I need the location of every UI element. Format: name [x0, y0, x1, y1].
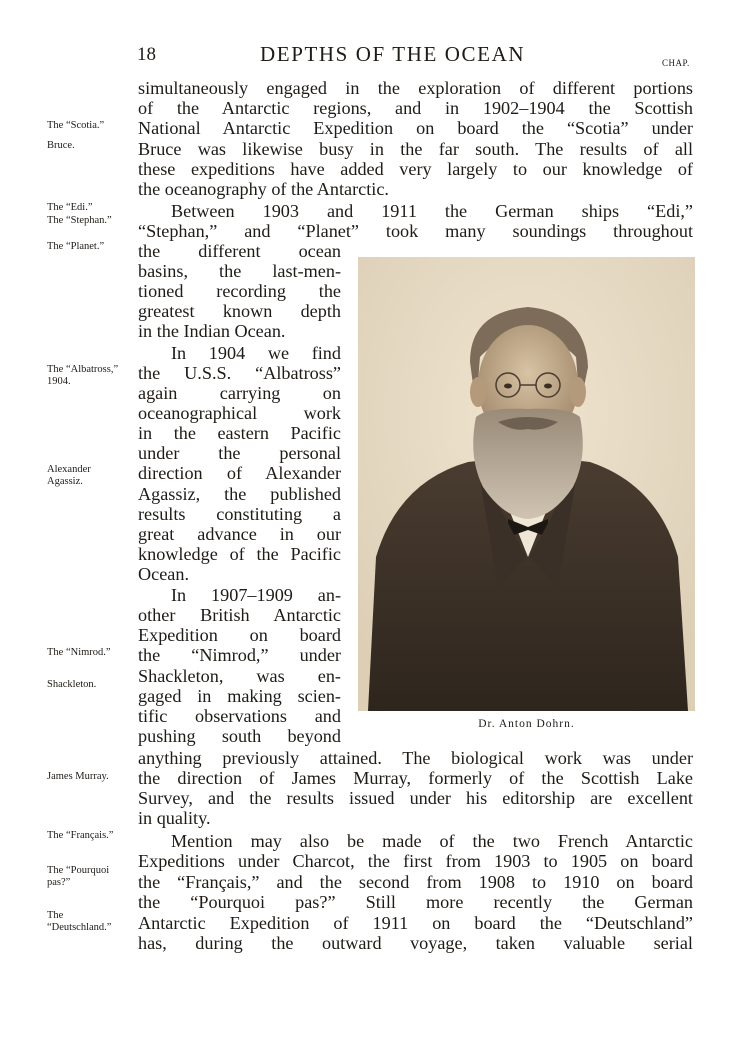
body-line: in quality. — [138, 808, 211, 828]
margin-note: The “Nimrod.” — [47, 647, 111, 658]
page-number: 18 — [137, 44, 156, 65]
body-line: basins, the last-men- — [138, 261, 341, 281]
margin-note: James Murray. — [47, 771, 109, 782]
body-line: the “Français,” and the second from 1908 to 1910 on board — [138, 872, 693, 892]
body-line: Agassiz, the published — [138, 484, 341, 504]
body-line: Expedition on board — [138, 625, 341, 645]
margin-note: The “Stephan.” — [47, 215, 112, 226]
body-line: the direction of James Murray, formerly of the Scottish Lake — [138, 768, 693, 788]
body-line: gaged in making scien- — [138, 686, 341, 706]
body-line: Expeditions under Charcot, the first from 1903 to 1905 on board — [138, 851, 693, 871]
body-line: In 1904 we find — [171, 343, 341, 363]
body-line: Antarctic Expedition of 1911 on board the “Deutschland” — [138, 913, 693, 933]
body-line: Mention may also be made of the two French Antarctic — [171, 831, 693, 851]
body-line: oceanographical work — [138, 403, 341, 423]
body-line: Shackleton, was en- — [138, 666, 341, 686]
body-line: the U.S.S. “Albatross” — [138, 363, 341, 383]
running-title: DEPTHS OF THE OCEAN — [260, 42, 526, 66]
body-line: in the Indian Ocean. — [138, 321, 286, 341]
margin-note: Bruce. — [47, 140, 75, 151]
body-line: Bruce was likewise busy in the far south. The results of all — [138, 139, 693, 159]
margin-note: The “Albatross,” 1904. — [47, 364, 119, 387]
portrait-figure — [358, 257, 695, 730]
margin-note: The “Edi.” — [47, 202, 93, 213]
body-line: Between 1903 and 1911 the German ships “Edi,” — [171, 201, 693, 221]
margin-note: Shackleton. — [47, 679, 97, 690]
margin-note: The “Planet.” — [47, 241, 105, 252]
body-line: under the personal — [138, 443, 341, 463]
margin-note: The “Pourquoi pas?” — [47, 865, 110, 888]
margin-note: Alexander Agassiz. — [47, 464, 91, 487]
body-line: tific observations and — [138, 706, 341, 726]
running-head — [0, 42, 744, 68]
body-line: in the eastern Pacific — [138, 423, 341, 443]
body-line: In 1907–1909 an- — [171, 585, 341, 605]
margin-note: The “Scotia.” — [47, 120, 105, 131]
portrait-photo — [358, 257, 695, 711]
body-line: has, during the outward voyage, taken valuable serial — [138, 933, 693, 953]
body-line: tioned recording the — [138, 281, 341, 301]
margin-note: The “Français.” — [47, 830, 114, 841]
body-line: of the Antarctic regions, and in 1902–1904 the Scottish — [138, 98, 693, 118]
body-line: again carrying on — [138, 383, 341, 403]
chapter-label: CHAP. — [662, 58, 690, 68]
body-line: anything previously attained. The biological work was under — [138, 748, 693, 768]
body-line: Survey, and the results issued under his editorship are excellent — [138, 788, 693, 808]
body-line: direction of Alexander — [138, 463, 341, 483]
body-line: “Stephan,” and “Planet” took many soundings throughout — [138, 221, 693, 241]
body-line: great advance in our — [138, 524, 341, 544]
body-line: the oceanography of the Antarctic. — [138, 179, 389, 199]
body-line: the “Pourquoi pas?” Still more recently the German — [138, 892, 693, 912]
body-line: Ocean. — [138, 564, 189, 584]
body-line: simultaneously engaged in the exploration of different portions — [138, 78, 693, 98]
margin-note: The “Deutschland.” — [47, 910, 112, 933]
body-line: greatest known depth — [138, 301, 341, 321]
body-line: the different ocean — [138, 241, 341, 261]
body-line: pushing south beyond — [138, 726, 341, 746]
body-line: the “Nimrod,” under — [138, 645, 341, 665]
body-line: results constituting a — [138, 504, 341, 524]
figure-caption: Dr. Anton Dohrn. — [478, 718, 575, 730]
body-line: National Antarctic Expedition on board the “Scotia” under — [138, 118, 693, 138]
body-line: these expeditions have added very largely to our knowledge of — [138, 159, 693, 179]
body-line: knowledge of the Pacific — [138, 544, 341, 564]
body-line: other British Antarctic — [138, 605, 341, 625]
portrait-illustration — [358, 257, 695, 711]
